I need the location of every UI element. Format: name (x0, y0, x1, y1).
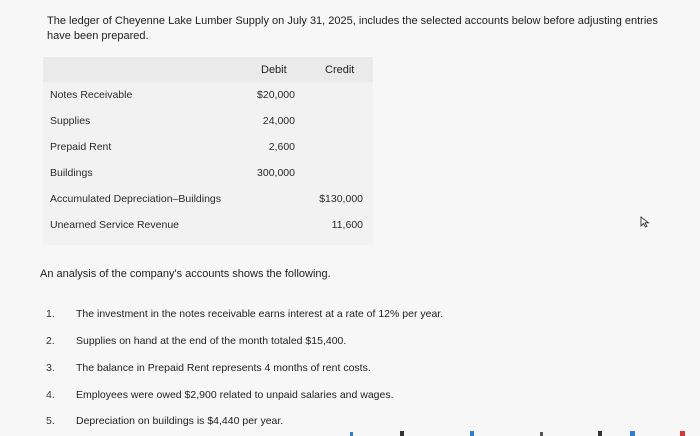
item-number: 2. (46, 335, 55, 347)
item-text: Employees were owed $2,900 related to unpaid salaries and wages. (76, 389, 394, 401)
problem-intro: The ledger of Cheyenne Lake Lumber Supply on July 31, 2025, includes the selected accounts below before adjusting entries have been prepared. (47, 15, 658, 42)
account-name: Buildings (50, 167, 93, 179)
list-item (0, 306, 650, 324)
credit-header: Credit (325, 64, 355, 76)
debit-amount: 24,000 (262, 115, 295, 127)
debit-amount: 2,600 (268, 141, 295, 153)
account-name: Supplies (50, 115, 91, 127)
account-name: Unearned Service Revenue (50, 219, 179, 231)
ledger-row (43, 137, 373, 157)
item-text: Supplies on hand at the end of the month totaled $15,400. (76, 335, 347, 347)
debit-header: Debit (261, 64, 287, 76)
ledger-header-row (43, 57, 373, 82)
analysis-heading: An analysis of the company's accounts shows the following. (40, 268, 331, 280)
ledger-row (43, 111, 373, 131)
item-text: The investment in the notes receivable earns interest at a rate of 12% per year. (76, 308, 444, 320)
credit-amount: 11,600 (331, 219, 363, 231)
item-number: 5. (46, 415, 55, 427)
cropped-toolbar-edge (330, 426, 700, 436)
item-number: 3. (46, 362, 55, 374)
ledger-row (43, 215, 373, 235)
account-name: Prepaid Rent (50, 141, 112, 153)
debit-amount: $20,000 (257, 89, 295, 101)
ledger-row (43, 189, 373, 209)
list-item (0, 360, 650, 378)
debit-amount: 300,000 (257, 167, 295, 179)
item-number: 4. (46, 389, 55, 401)
item-number: 1. (46, 308, 55, 320)
credit-amount: $130,000 (319, 193, 363, 205)
ledger-table (43, 57, 373, 245)
list-item (0, 333, 650, 351)
ledger-row (43, 85, 373, 105)
account-name: Notes Receivable (50, 89, 133, 101)
account-name: Accumulated Depreciation–Buildings (50, 193, 222, 205)
ledger-row (43, 163, 373, 183)
mouse-cursor-icon (640, 216, 652, 228)
item-text: The balance in Prepaid Rent represents 4 months of rent costs. (76, 362, 371, 374)
item-text: Depreciation on buildings is $4,440 per year. (76, 415, 284, 427)
list-item (0, 387, 650, 405)
